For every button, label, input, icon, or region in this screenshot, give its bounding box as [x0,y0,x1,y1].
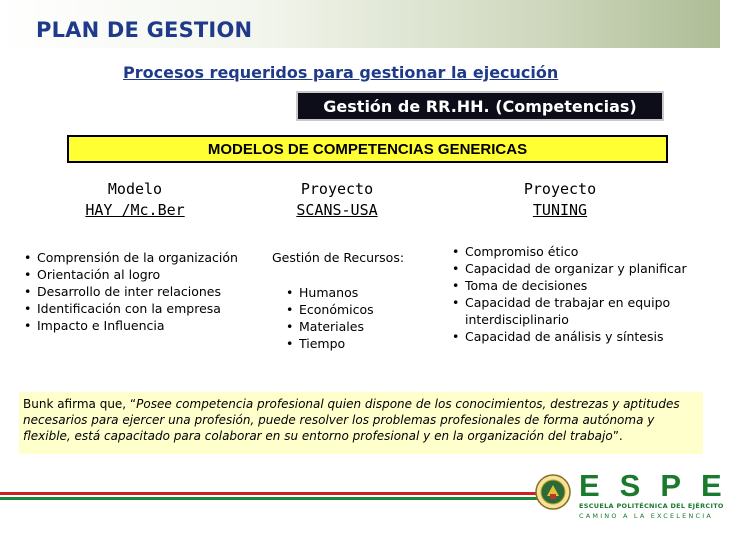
brand-name: ESPE [579,468,742,503]
list-item: • Materiales [283,318,423,335]
footer-stripes [0,492,546,502]
page-subtitle: Procesos requeridos para gestionar la ejecución [123,63,559,82]
column-heading-line1: Proyecto [300,180,374,198]
list-item: • Económicos [283,301,423,318]
column-heading-line1: Proyecto [523,180,597,198]
column-heading-line2: SCANS-USA [296,201,378,219]
page-title: PLAN DE GESTION [36,18,253,42]
brand-institution: ESCUELA POLITÉCNICA DEL EJÉRCITO [579,502,724,510]
stripe-green [0,497,546,500]
list-item: • Identificación con la empresa [21,300,251,317]
list-item: • Desarrollo de inter relaciones [21,283,251,300]
list-item: • Compromiso ético [449,243,711,260]
list-item: • Humanos [283,284,423,301]
column-heading-hay [70,179,200,221]
list-item: • Capacidad de análisis y síntesis [449,328,711,345]
list-item: • Orientación al logro [21,266,251,283]
espe-logo [535,468,742,522]
tuning-competency-list [449,243,711,345]
column-heading-tuning [495,179,625,221]
quote-tail: ”. [612,429,623,443]
list-item: • Tiempo [283,335,423,352]
stripe-red [0,492,546,495]
models-banner: MODELOS DE COMPETENCIAS GENERICAS [67,135,668,163]
list-item: • Comprensión de la organización [21,249,251,266]
list-item: • Capacidad de organizar y planificar [449,260,711,277]
resources-intro: Gestión de Recursos: [272,250,405,265]
column-heading-scans [272,179,402,221]
list-item: • Capacidad de trabajar en equipo interdisciplinario [449,294,711,328]
quote-text: Posee competencia profesional quien dispone de los conocimientos, destrezas y aptitudes necesarios para ejercer una profesión, puede resolver los problemas profesionales de forma autónoma y flexible, está capacitado para colaborar en su entorno profesional y en la organización del trabajo [23,397,680,443]
column-heading-line2: HAY /Mc.Ber [85,201,185,219]
hay-competency-list [21,249,251,334]
quote-lead: Bunk afirma que, “ [23,397,137,411]
column-heading-line1: Modelo [107,180,163,198]
quote-box [19,392,703,454]
seal-icon [535,474,571,510]
list-item: • Toma de decisiones [449,277,711,294]
scans-resource-list [283,284,423,352]
column-heading-line2: TUNING [532,201,588,219]
list-item: • Impacto e Influencia [21,317,251,334]
section-badge: Gestión de RR.HH. (Competencias) [296,91,664,121]
brand-tagline: CAMINO A LA EXCELENCIA [579,512,713,520]
